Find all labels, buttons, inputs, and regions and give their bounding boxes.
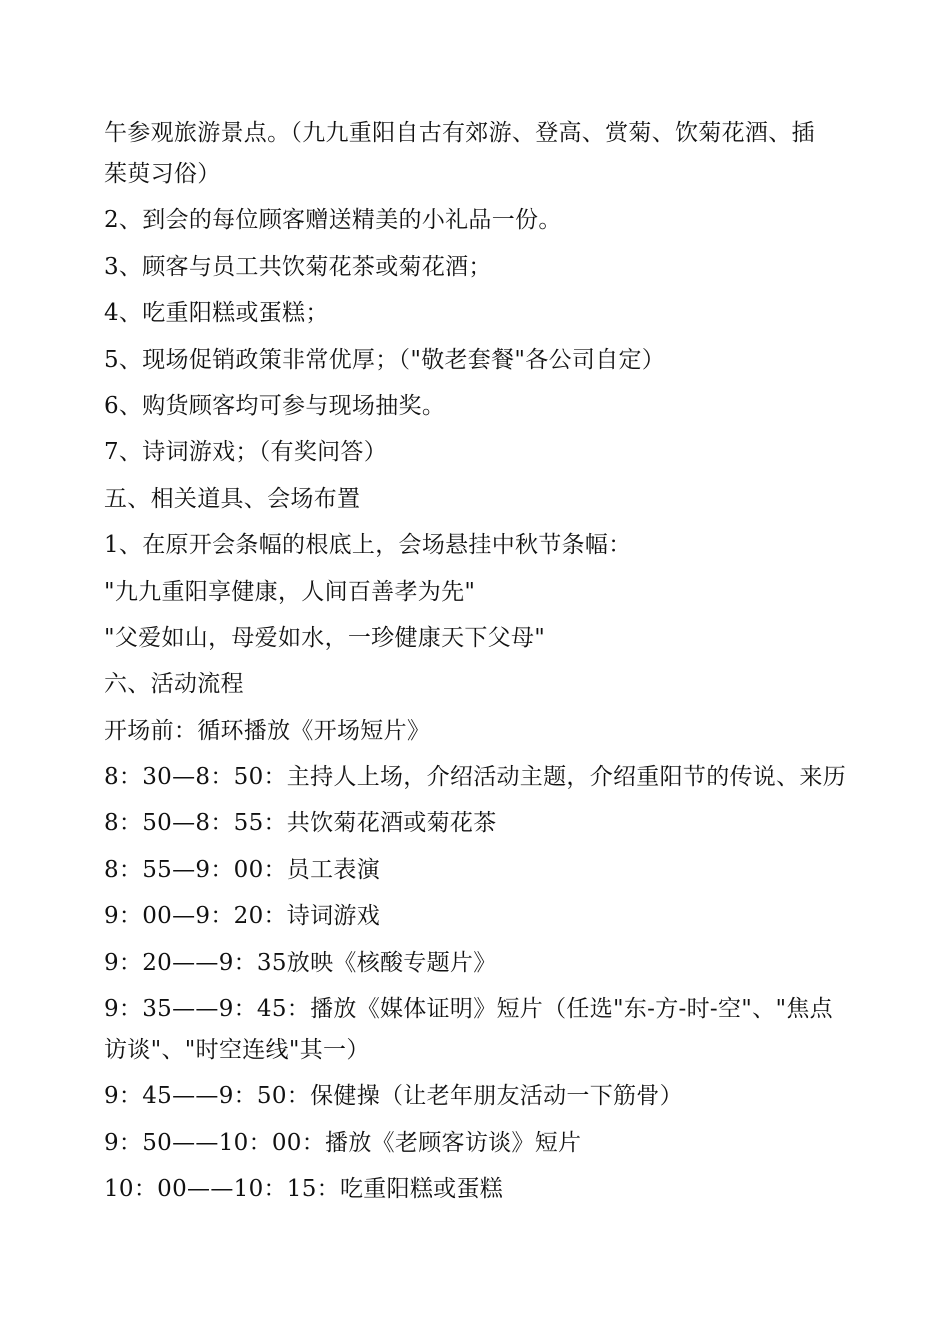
schedule-item-9: 10：00——10：15：吃重阳糕或蛋糕 [104, 1176, 504, 1203]
text-line-10: 1、在原开会条幅的根底上，会场悬挂中秋节条幅： [104, 532, 632, 559]
text-line-6: 5、现场促销政策非常优厚；（"敬老套餐"各公司自定） [104, 346, 666, 373]
schedule-item-4: 9：00—9：20：诗词游戏 [104, 903, 380, 930]
text-line-8: 7、诗词游戏；（有奖问答） [104, 439, 388, 466]
banner-text-1: "九九重阳享健康，人间百善孝为先" [104, 578, 476, 605]
schedule-item-1: 8：30—8：50：主持人上场，介绍活动主题，介绍重阳节的传说、来历 [104, 764, 846, 791]
text-line-3: 2、到会的每位顾客赠送精美的小礼品一份。 [104, 207, 562, 234]
text-line-4: 3、顾客与员工共饮菊花茶或菊花酒； [104, 253, 492, 280]
text-line-1: 午参观旅游景点。（九九重阳自古有郊游、登高、赏菊、饮菊花酒、插 [104, 120, 815, 146]
text-line-2: 茱萸习俗） [104, 161, 221, 187]
document-body [104, 114, 846, 1217]
text-line-7: 6、购货顾客均可参与现场抽奖。 [104, 392, 446, 419]
schedule-item-8: 9：50——10：00：播放《老顾客访谈》短片 [104, 1129, 582, 1156]
schedule-item-6: 9：35——9：45：播放《媒体证明》短片（任选"东-方-时-空"、"焦点 [104, 996, 833, 1023]
schedule-item-7: 9：45——9：50：保健操（让老年朋友活动一下筋骨） [104, 1083, 683, 1110]
schedule-item-3: 8：55—9：00：员工表演 [104, 856, 380, 883]
section-heading-6: 六、活动流程 [104, 671, 244, 698]
text-line-5: 4、吃重阳糕或蛋糕； [104, 300, 329, 327]
section-heading-5: 五、相关道具、会场布置 [104, 485, 361, 512]
text-line-14: 开场前：循环播放《开场短片》 [104, 717, 431, 744]
schedule-item-6-cont: 访谈"、"时空连线"其一） [104, 1037, 370, 1064]
banner-text-2: "父爱如山，母爱如水，一珍健康天下父母" [104, 624, 546, 651]
schedule-item-5: 9：20——9：35放映《核酸专题片》 [104, 949, 497, 976]
schedule-item-2: 8：50—8：55：共饮菊花酒或菊花茶 [104, 810, 497, 837]
